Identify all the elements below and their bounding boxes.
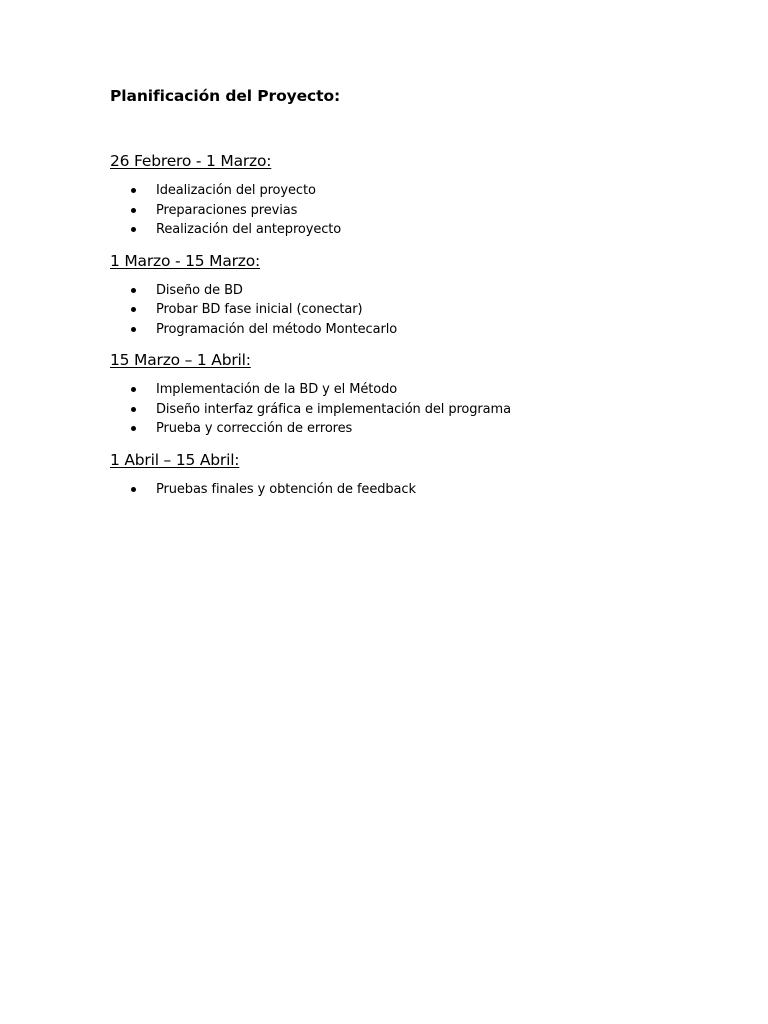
list-item	[110, 300, 670, 320]
task-list	[110, 480, 670, 500]
bullet-icon	[131, 407, 136, 412]
task-list	[110, 281, 670, 340]
schedule-section	[110, 151, 670, 240]
list-item	[110, 320, 670, 340]
bullet-icon	[131, 288, 136, 293]
bullet-icon	[131, 487, 136, 492]
list-item	[110, 281, 670, 301]
list-item	[110, 181, 670, 201]
task-list	[110, 380, 670, 439]
document-title: Planificación del Proyecto:	[110, 87, 341, 105]
section-heading-date-range: 1 Abril – 15 Abril:	[110, 450, 240, 469]
list-item	[110, 201, 670, 221]
task-text: Implementación de la BD y el Método	[156, 382, 398, 397]
task-list	[110, 181, 670, 240]
bullet-icon	[131, 387, 136, 392]
schedule-section	[110, 350, 670, 439]
list-item	[110, 400, 670, 420]
section-heading-date-range: 1 Marzo - 15 Marzo:	[110, 251, 261, 270]
list-item	[110, 419, 670, 439]
task-text: Pruebas finales y obtención de feedback	[156, 481, 416, 497]
task-text: Programación del método Montecarlo	[156, 321, 398, 337]
task-text: Diseño interfaz gráfica e implementación del programa	[156, 401, 511, 417]
task-text: Realización del anteproyecto	[156, 222, 342, 237]
task-text: Probar BD fase inicial (conectar)	[156, 302, 363, 317]
bullet-icon	[131, 426, 136, 431]
list-item	[110, 480, 670, 500]
bullet-icon	[131, 227, 136, 232]
schedule-section	[110, 450, 670, 500]
document-body	[110, 86, 670, 499]
task-text: Idealización del proyecto	[156, 183, 316, 198]
list-item	[110, 220, 670, 240]
task-text: Prueba y corrección de errores	[156, 421, 353, 436]
section-heading-date-range: 26 Febrero - 1 Marzo:	[110, 152, 272, 170]
task-text: Preparaciones previas	[156, 202, 298, 218]
list-item	[110, 380, 670, 400]
section-heading-date-range: 15 Marzo – 1 Abril:	[110, 351, 251, 369]
schedule-section	[110, 251, 670, 340]
bullet-icon	[131, 208, 136, 213]
task-text: Diseño de BD	[156, 282, 243, 298]
bullet-icon	[131, 188, 136, 193]
bullet-icon	[131, 327, 136, 332]
bullet-icon	[131, 307, 136, 312]
